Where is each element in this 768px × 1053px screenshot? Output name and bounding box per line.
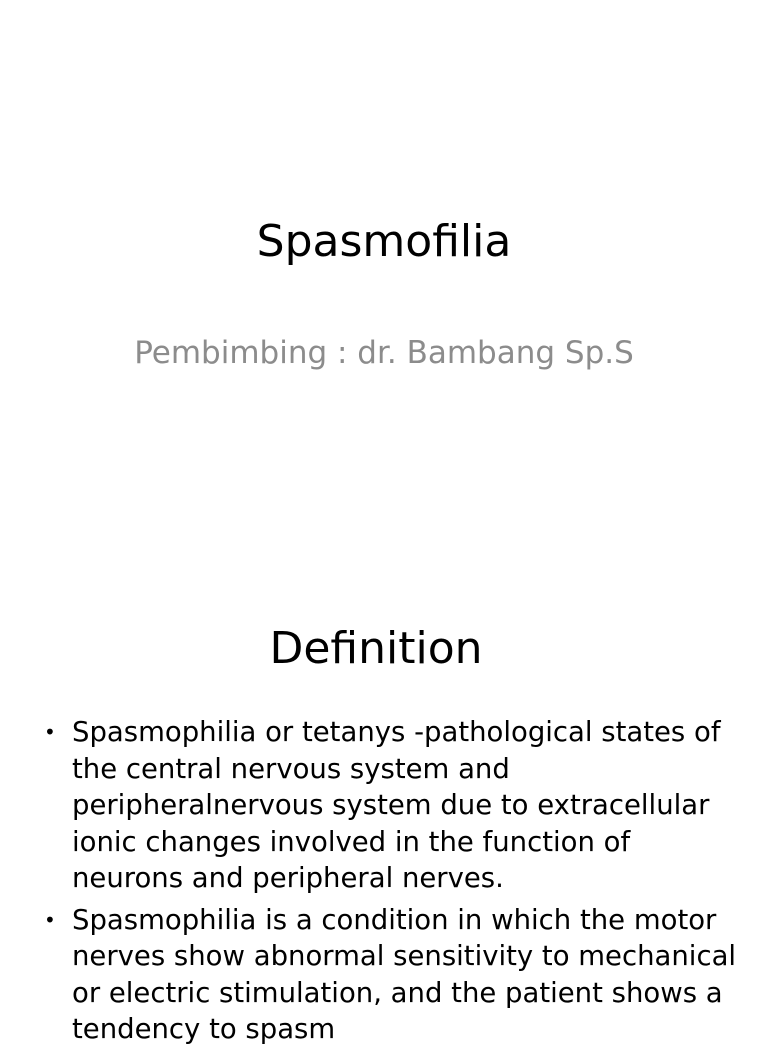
bullet-text: Spasmophilia is a condition in which the motor nerves show abnormal sensitivity to mechanical or electric stimulation, and the patient shows a tendency to spasm (72, 903, 737, 1045)
bullet-item (0, 714, 768, 897)
slide-title: Spasmofilia (256, 216, 512, 267)
bullet-icon: • (44, 907, 56, 932)
bullet-list (0, 714, 768, 1053)
bullet-icon: • (44, 720, 56, 744)
slide-subtitle: Pembimbing : dr. Bambang Sp.S (134, 335, 634, 371)
definition-slide (0, 576, 768, 1045)
bullet-text: Spasmophilia or tetanys -pathological states of the central nervous system and peripheralnervous system due to extracellular ionic changes involved in the function of neurons and peripheral nerves. (72, 716, 721, 894)
bullet-item (0, 902, 768, 1048)
slide-title: Definition (269, 623, 483, 674)
